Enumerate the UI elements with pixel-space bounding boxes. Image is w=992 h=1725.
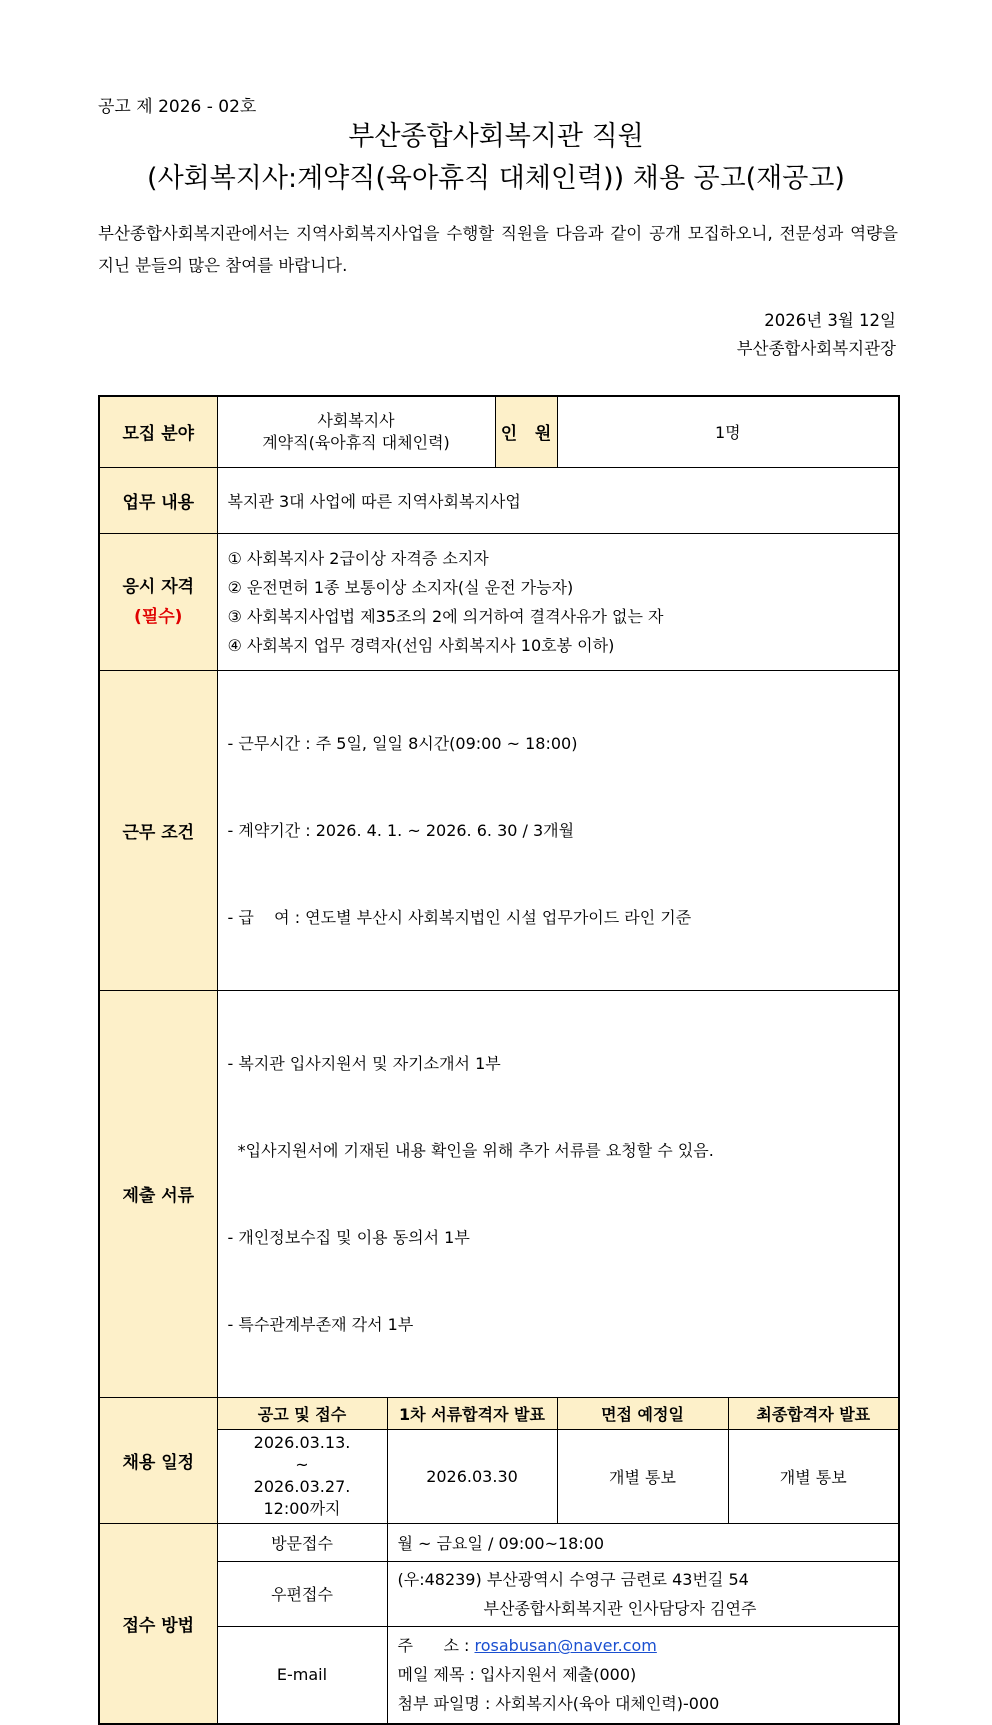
row-work-conditions (99, 670, 899, 990)
post-recipient: 부산종합사회복지관 인사담당자 김연주 (483, 1598, 757, 1618)
recruit-field-label: 모집 분야 (99, 396, 217, 467)
work-condition-item: - 근무시간 : 주 5일, 일일 8시간(09:00 ~ 18:00) (227, 733, 578, 753)
documents-list (217, 990, 899, 1397)
row-duties (99, 467, 899, 533)
row-recruit-field (99, 396, 899, 467)
schedule-header-period: 공고 및 접수 (217, 1397, 387, 1429)
schedule-header-final: 최종합격자 발표 (728, 1397, 899, 1429)
qualification-item: ① 사회복지사 2급이상 자격증 소지자 (227, 548, 489, 568)
row-qualifications (99, 533, 899, 670)
qualification-item: ④ 사회복지 업무 경력자(선임 사회복지사 10호봉 이하) (227, 635, 615, 655)
announcement-date: 2026년 3월 12일 (764, 311, 896, 330)
document-item: *입사지원서에 기재된 내용 확인을 위해 추가 서류를 요청할 수 있음. (227, 1140, 714, 1160)
row-schedule-header (99, 1397, 899, 1429)
visit-label: 방문접수 (217, 1523, 387, 1561)
email-address-label: 주 소 : (397, 1636, 475, 1656)
schedule-period-tilde: ~ (295, 1455, 309, 1474)
document-item: - 특수관계부존재 각서 1부 (227, 1314, 414, 1334)
email-link[interactable]: rosabusan@naver.com (474, 1636, 657, 1656)
document-item: - 개인정보수집 및 이용 동의서 1부 (227, 1227, 470, 1247)
row-email (99, 1626, 899, 1724)
required-mark: (필수) (134, 606, 183, 627)
schedule-first-result: 2026.03.30 (387, 1429, 557, 1523)
qualification-item: ② 운전면허 1종 보통이상 소지자(실 운전 가능자) (227, 577, 574, 597)
email-attachment: 첨부 파일명 : 사회복지사(육아 대체인력)-000 (397, 1694, 720, 1714)
duties-value: 복지관 3대 사업에 따른 지역사회복지사업 (217, 467, 899, 533)
email-subject: 메일 제목 : 입사지원서 제출(000) (397, 1665, 637, 1685)
issuer: 부산종합사회복지관장 (736, 339, 896, 358)
work-conditions-list (217, 670, 899, 990)
recruit-field-line2: 계약직(육아휴직 대체인력) (262, 432, 450, 452)
row-schedule-values (99, 1429, 899, 1523)
post-value (387, 1561, 899, 1626)
page-title-line2: (사회복지사:계약직(육아휴직 대체인력)) 채용 공고(재공고) (147, 163, 845, 194)
row-post (99, 1561, 899, 1626)
duties-label: 업무 내용 (99, 467, 217, 533)
qualifications-label-cell (99, 533, 217, 670)
visit-value: 월 ~ 금요일 / 09:00~18:00 (387, 1523, 899, 1561)
headcount-value: 1명 (557, 396, 899, 467)
email-value (387, 1626, 899, 1724)
document-item: - 복지관 입사지원서 및 자기소개서 1부 (227, 1053, 501, 1073)
documents-label: 제출 서류 (99, 990, 217, 1397)
email-address-line (398, 1631, 899, 1660)
schedule-interview: 개별 통보 (557, 1429, 728, 1523)
schedule-header-first: 1차 서류합격자 발표 (387, 1397, 557, 1429)
date-block (737, 307, 896, 363)
row-documents (99, 990, 899, 1397)
recruitment-table (98, 395, 900, 1725)
schedule-period-time: 12:00까지 (263, 1499, 341, 1518)
post-address: (우:48239) 부산광역시 수영구 금련로 43번길 54 (397, 1569, 749, 1589)
headcount-label: 인 원 (495, 396, 557, 467)
intro-paragraph: 부산종합사회복지관에서는 지역사회복지사업을 수행할 직원을 다음과 같이 공개 모집하오니, 전문성과 역량을 지닌 분들의 많은 참여를 바랍니다. (98, 224, 898, 275)
page-title-line1: 부산종합사회복지관 직원 (348, 121, 644, 152)
qualifications-label: 응시 자격 (122, 576, 195, 597)
qualification-item: ③ 사회복지사업법 제35조의 2에 의거하여 결격사유가 없는 자 (227, 606, 664, 626)
work-condition-item: - 급 여 : 연도별 부산시 사회복지법인 시설 업무가이드 라인 기준 (227, 907, 692, 927)
recruit-field-line1: 사회복지사 (317, 410, 395, 430)
post-label: 우편접수 (217, 1561, 387, 1626)
recruit-field-value (217, 396, 495, 467)
email-label: E-mail (217, 1626, 387, 1724)
schedule-label: 채용 일정 (99, 1397, 217, 1523)
schedule-period (217, 1429, 387, 1523)
work-condition-item: - 계약기간 : 2026. 4. 1. ~ 2026. 6. 30 / 3개월 (227, 820, 575, 840)
work-conditions-label: 근무 조건 (99, 670, 217, 990)
schedule-header-interview: 면접 예정일 (557, 1397, 728, 1429)
schedule-period-end: 2026.03.27. (253, 1477, 351, 1496)
schedule-final: 개별 통보 (728, 1429, 899, 1523)
method-label: 접수 방법 (99, 1523, 217, 1724)
row-visit (99, 1523, 899, 1561)
schedule-period-start: 2026.03.13. (253, 1433, 351, 1452)
qualifications-list (217, 533, 899, 670)
notice-number: 공고 제 2026 - 02호 (98, 97, 257, 117)
